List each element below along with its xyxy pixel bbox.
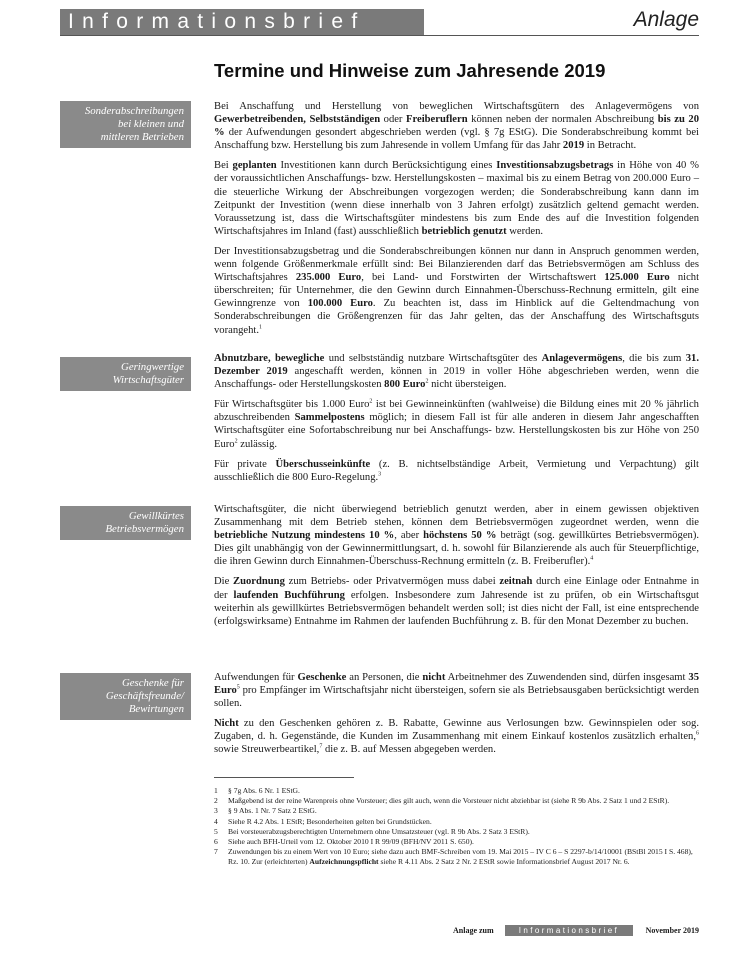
body-text: Zuwendungen bis zu einem Wert von 10 Euro; siehe dazu auch BMF-Schreiben vom 19. Mai 2015 – IV C 6 – S 2297-b/14/10001 (BStBl 2015 I S. 468), Rz. 10. Zur (erleichterten) <box>228 847 693 867</box>
body-text: möglich; in diesem Fall ist für alle anderen in diesem Jahr angeschafften Wirtschaftsgüter eine Sofortabschreibung nur bei Anschaffungs- bzw. Herstellungskosten bis zur Höhe von 250 Euro <box>214 412 699 450</box>
bold-text: nicht <box>422 672 446 683</box>
footer-brand: Informationsbrief <box>505 925 633 936</box>
bold-text: Geschenke <box>297 672 347 683</box>
body-text: nicht überschreiten; für Unternehmer, die den Gewinn durch Einnahmen-Überschuss-Rechnung ermitteln, gilt eine Gewinngrenze von <box>214 272 700 310</box>
footnote <box>214 827 699 837</box>
footnote-ref: 5 <box>236 684 240 691</box>
body-text: angeschafft werden, können in 2019 in voller Höhe abgeschrieben werden, wenn die Anschaffungs- oder Herstellungskosten <box>214 366 700 391</box>
body-text: Siehe R 4.2 Abs. 1 EStR; Besonderheiten gelten bei Grundstücken. <box>228 816 432 826</box>
footnote-ref: 2 <box>369 398 373 405</box>
bold-text: 35 Euro <box>214 672 699 697</box>
header-anlage: Anlage <box>633 8 699 31</box>
body-text: Arbeitnehmer des Zuwendenden sind, dürfen insgesamt <box>445 672 689 683</box>
body-text: zu den Geschenken gehören z. B. Rabatte, Gewinne aus Verlosungen bzw. Gewinnspielen oder sog. Zugaben, d. h. Gegenstände, die Kunden im Zusammenhang mit einem Einkauf kostenlos zusätzlich erhalten, <box>214 718 699 743</box>
paragraph <box>214 100 699 152</box>
body-text: erfolgen. Insbesondere zum Jahresende ist zu prüfen, ob ein Wirtschaftsgut weiterhin als gewillkürtes Betriebsvermögen behandelt werden soll; ist dies nicht der Fall, ist eine entsprechende (erfolgswirksame) Entnahme im Rahmen der laufenden Buchführung z. B. für den Monat Dezember zu buchen. <box>214 589 699 627</box>
body-text: Bei vorsteuerabzugsberechtigten Unternehmern ohne Umsatzsteuer (vgl. R 9b Abs. 2 Satz 3 EStR). <box>228 826 530 836</box>
footnote <box>214 806 699 816</box>
bold-text: höchstens 50 % <box>423 530 497 542</box>
header-brand-bar <box>60 9 424 35</box>
header-brand: Informationsbrief <box>68 10 366 33</box>
bold-text: zeitnah <box>499 576 533 588</box>
body-text: , die bis zum <box>622 353 686 364</box>
bold-text: 235.000 Euro <box>295 272 362 284</box>
footnote-ref: 2 <box>234 438 238 445</box>
body-text: zum Betriebs- oder Privatvermögen muss dabei <box>284 576 500 588</box>
footnote-ref: 3 <box>378 471 382 478</box>
section-label-geschenke <box>60 673 191 720</box>
footnote-rule <box>214 777 354 778</box>
section-body-gwg <box>214 352 699 491</box>
footnote-number: 3 <box>214 806 218 816</box>
page-title: Termine und Hinweise zum Jahresende 2019 <box>214 60 606 81</box>
footnote <box>214 817 699 827</box>
body-text: Für Wirtschaftsgüter bis 1.000 Euro <box>214 399 370 411</box>
body-text: Investitionen kann durch Berücksichtigung eines <box>276 160 497 172</box>
body-text: Aufwendungen für <box>214 672 298 683</box>
body-text: § 9 Abs. 1 Nr. 7 Satz 2 EStG. <box>228 806 317 816</box>
body-text: beträgt (sog. gewillkürtes Betriebsvermögen). Dies gilt unabhängig von der Gewinnermittlungsart, d. h. sowohl für Bilanzierende als auch für Steuerpflichtige, die ihren Gewinn durch Einnahmen-Überschuss-Rechnung ermitteln (z. B. Freiberufler). <box>214 530 699 568</box>
footnote <box>214 847 699 867</box>
body-text: § 7g Abs. 6 Nr. 1 EStG. <box>228 786 300 795</box>
page-footer <box>453 925 699 937</box>
paragraph <box>214 352 699 391</box>
body-text: ist bei Gewinneinkünften (wahlweise) die Bildung eines mit 20 % jährlich abzuschreibenden <box>214 399 699 424</box>
footer-date: November 2019 <box>645 926 699 935</box>
paragraph <box>214 245 699 337</box>
section-label-line: Geschenke für <box>121 677 184 689</box>
footnote-number: 1 <box>214 786 218 795</box>
section-label-gewillkuertes-bv <box>60 506 191 540</box>
bold-text: Aufzeichnungspflicht <box>309 857 379 867</box>
section-label-line: bei kleinen und <box>118 118 184 130</box>
body-text: an Personen, die <box>346 672 423 683</box>
bold-text: Abnutzbare, bewegliche <box>214 353 325 364</box>
body-text: Siehe auch BFH-Urteil vom 12. Oktober 2010 I R 99/09 (BFH/NV 2011 S. 650). <box>228 837 474 847</box>
paragraph <box>214 503 699 568</box>
body-text: (z. B. nichtselbständige Arbeit, Vermietung und Verpachtung) gilt ausschließlich die 800 Euro-Regelung. <box>214 458 699 483</box>
body-text: der Aufwendungen gesondert abgeschrieben werden (vgl. § 7g EStG). Die Sonderabschreibung kommt bei Anschaffung bzw. Herstellung bis zum Jahresende in vollem Umfang für das Jahr <box>214 127 699 152</box>
body-text: , aber <box>394 530 424 542</box>
section-body-gewillkuertes-bv <box>214 503 699 635</box>
body-text: in Höhe von 40 % der voraussichtlichen Anschaffungs- bzw. Herstellungskosten – maximal bis zu einem Betrag von 200.000 Euro – die steuerliche Wirkung der Abschreibungen vorgezogen werden; die Sonderabschreibung kann dann im Zeitpunkt der Investition (wenn diese innerhalb von 3 Jahren erfolgt) zusätzlich geltend gemacht werden. Voraussetzung ist, dass die Wirtschaftsgüter mindestens bis zum Ende des auf die Investition folgenden Wirtschaftsjahres im Inland (fast) ausschließlich <box>214 160 699 237</box>
paragraph <box>214 575 699 627</box>
body-text: in Betracht. <box>584 140 637 152</box>
bold-text: Nicht <box>214 718 239 730</box>
body-text: werden. <box>506 225 544 237</box>
body-text: siehe R 4.11 Abs. 2 Satz 2 Nr. 2 EStR sowie Informationsbrief August 2017 Nr. 6. <box>378 857 630 867</box>
bold-text: geplanten <box>232 160 277 172</box>
bold-text: 31. Dezember 2019 <box>214 353 699 378</box>
body-text: . Zu beachten ist, dass im Hinblick auf die Geltendmachung von Sonderabschreibungen die Größengrenzen für das Jahr gelten, das der Anschaffung des Wirtschaftsguts vorangeht. <box>214 298 699 336</box>
footnote-ref: 7 <box>319 743 323 750</box>
body-text: sowie Streuwerbeartikel, <box>214 744 320 756</box>
section-label-gwg <box>60 357 191 391</box>
body-text: und selbstständig nutzbare Wirtschaftsgüter des <box>324 353 542 364</box>
footnote <box>214 796 699 806</box>
footer-left: Anlage zum <box>453 926 494 935</box>
footnote-ref: 2 <box>425 378 429 385</box>
section-label-line: Gewillkürtes <box>128 510 184 522</box>
header-rule <box>60 35 699 36</box>
footnote-number: 5 <box>214 826 218 836</box>
body-text: zulässig. <box>237 438 278 450</box>
section-label-line: Bewirtungen <box>128 703 184 715</box>
body-text: durch eine Einlage oder Entnahme in der <box>214 576 699 601</box>
body-text: Maßgebend ist der reine Warenpreis ohne Vorsteuer; dies gilt auch, wenn die Vorsteuer nicht abziehbar ist (siehe R 9b Abs. 2 Satz 1 und 2 EStR). <box>228 796 670 806</box>
bold-text: Sammelpostens <box>294 412 365 424</box>
footnote <box>214 786 699 796</box>
body-text: nicht übersteigen. <box>428 379 507 391</box>
section-label-line: mittleren Betrieben <box>100 131 184 143</box>
body-text: Die <box>214 576 234 588</box>
bold-text: 100.000 Euro <box>307 298 373 310</box>
bold-text: Freiberuflern <box>406 114 468 126</box>
bold-text: bis zu 20 % <box>214 114 700 139</box>
body-text: können neben der normalen Abschreibung <box>467 114 658 126</box>
bold-text: Anlagevermögens <box>541 353 623 364</box>
body-text: Bei Anschaffung und Herstellung von beweglichen Wirtschaftsgütern des Anlagevermögens von <box>214 101 699 112</box>
bold-text: Gewerbetreibenden, Selbstständigen <box>214 114 381 126</box>
paragraph <box>214 398 699 450</box>
body-text: , bei Land- und Forstwirten der Wirtschaftswert <box>361 272 605 284</box>
footnotes <box>214 786 699 868</box>
bold-text: 125.000 Euro <box>604 272 670 284</box>
section-label-line: Geringwertige <box>121 361 184 373</box>
body-text: Für private <box>214 458 276 470</box>
footnote <box>214 837 699 847</box>
bold-text: laufenden Buchführung <box>233 589 345 601</box>
footnote-number: 6 <box>214 837 218 847</box>
bold-text: Zuordnung <box>233 576 285 588</box>
body-text: oder <box>380 114 407 126</box>
section-label-line: Wirtschaftsgüter <box>112 374 184 386</box>
section-body-geschenke <box>214 671 699 764</box>
section-body-sonderabschreibungen <box>214 100 699 344</box>
paragraph <box>214 159 699 238</box>
bold-text: 2019 <box>562 140 585 152</box>
body-text: die z. B. auf Messen abgegeben werden. <box>322 744 496 756</box>
body-text: Der Investitionsabzugsbetrag und die Sonderabschreibungen können nur dann in Anspruch genommen werden, wenn folgende Größenmerkmale erfüllt sind: Bei Bilanzierenden darf das Betriebsvermögen am Schluss des Wirtschaftsjahres <box>214 245 699 284</box>
footnote-ref: 6 <box>696 730 699 737</box>
bold-text: betriebliche Nutzung mindestens 10 % <box>214 530 395 542</box>
section-label-line: Sonderabschreibungen <box>84 105 184 117</box>
footnote-number: 4 <box>214 816 218 826</box>
paragraph <box>214 717 699 756</box>
footnote-number: 7 <box>214 847 218 857</box>
body-text: Bei <box>214 160 233 172</box>
body-text: Wirtschaftsgüter, die nicht überwiegend betrieblich genutzt werden, aber in einem gewissen objektiven Zusammenhang mit dem Betrieb stehen, können dem Betriebsvermögen zugeordnet werden, wenn die <box>214 504 699 529</box>
body-text: pro Empfänger im Wirtschaftsjahr nicht übersteigen, sofern sie als Betriebsausgaben berücksichtigt werden sollen. <box>214 685 699 710</box>
bold-text: Investitionsabzugsbetrags <box>496 160 614 172</box>
bold-text: Überschusseinkünfte <box>275 458 371 470</box>
paragraph <box>214 458 699 484</box>
section-label-line: Betriebsvermögen <box>105 523 184 535</box>
bold-text: betrieblich genutzt <box>421 225 507 237</box>
bold-text: 800 Euro <box>384 379 426 391</box>
footnote-number: 2 <box>214 796 218 806</box>
section-label-sonderabschreibungen <box>60 101 191 148</box>
section-label-line: Geschäftsfreunde/ <box>105 690 184 702</box>
footnote-ref: 1 <box>259 323 263 330</box>
paragraph <box>214 671 699 710</box>
footnote-ref: 4 <box>590 555 594 562</box>
